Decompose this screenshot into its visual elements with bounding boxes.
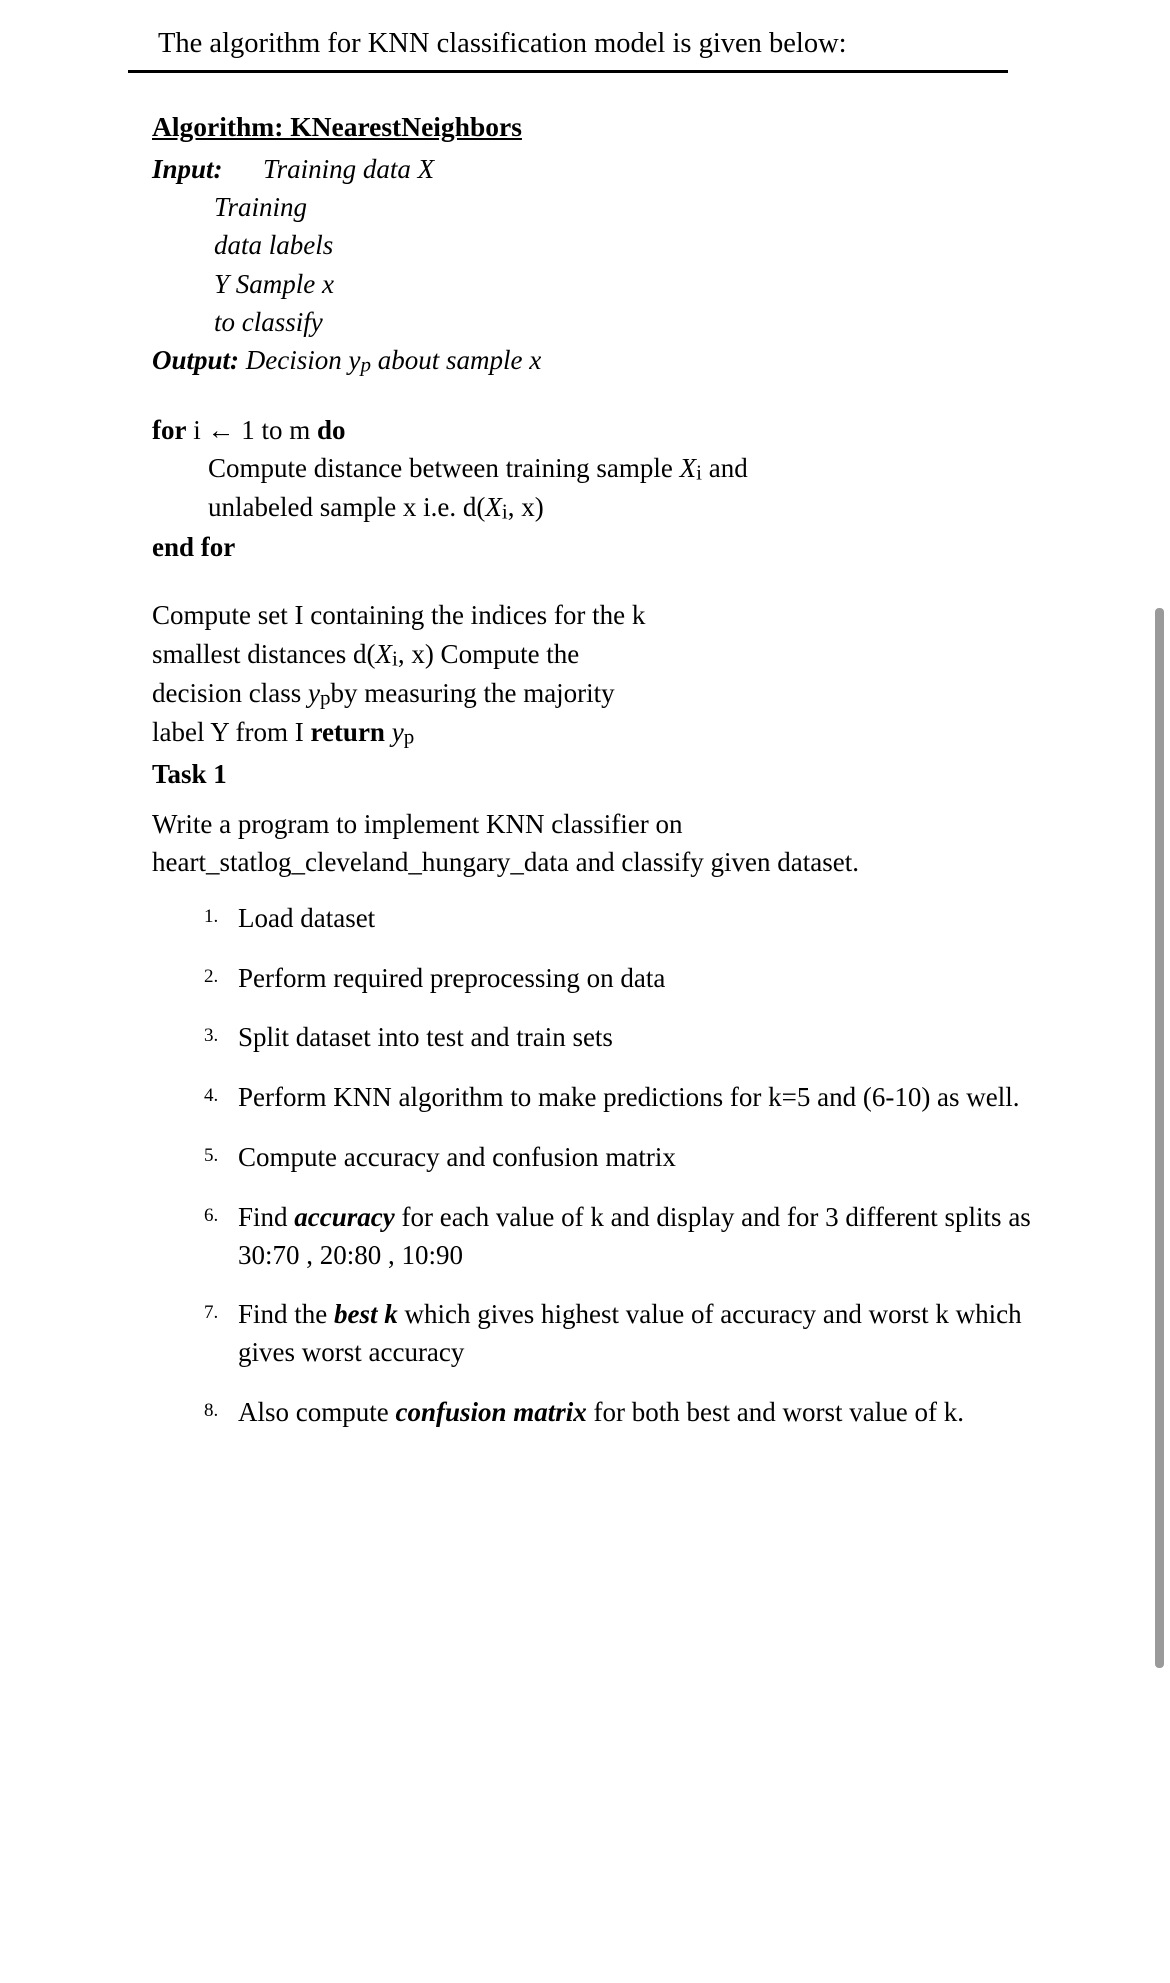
list-item bbox=[216, 1019, 1050, 1057]
for-body-line-1: Compute distance between training sample Xi and bbox=[208, 453, 748, 485]
task-list bbox=[152, 900, 1050, 1432]
list-item bbox=[216, 1296, 1050, 1372]
list-item bbox=[216, 960, 1050, 998]
spacer bbox=[152, 566, 1050, 596]
list-item bbox=[216, 1394, 1050, 1432]
list-item bbox=[216, 900, 1050, 938]
do-keyword: do bbox=[317, 414, 346, 445]
input-line-1: Training bbox=[214, 192, 308, 222]
input-line-2: data labels bbox=[214, 230, 334, 261]
task-title: Task 1 bbox=[152, 758, 227, 789]
list-item-text: Perform required preprocessing on data bbox=[238, 962, 666, 993]
conclusion-line-4: label Y from I return yp bbox=[152, 717, 415, 749]
header-text: The algorithm for KNN classification model is given below: bbox=[158, 28, 847, 59]
input-value: Training data X bbox=[263, 153, 435, 184]
conclusion-line-1: Compute set I containing the indices for the k bbox=[152, 600, 646, 631]
conclusion-line-3: decision class ypby measuring the majority bbox=[152, 677, 615, 710]
algorithm-output-row bbox=[152, 341, 1050, 380]
for-keyword: for bbox=[152, 414, 187, 445]
task-description: Write a program to implement KNN classifier on heart_statlog_cleveland_hungary_data and classify given dataset. bbox=[152, 809, 859, 878]
list-item-emphasis: confusion matrix bbox=[395, 1396, 587, 1427]
document-header bbox=[0, 0, 1170, 62]
list-item-text-post: for both best and worst value of k. bbox=[586, 1396, 964, 1427]
output-value: Decision yp about sample x bbox=[245, 345, 542, 377]
list-item-text-post: which gives highest value of accuracy and worst k which gives worst accuracy bbox=[238, 1299, 1022, 1368]
for-loop-header bbox=[152, 411, 1050, 449]
list-item-text-pre: Also compute bbox=[238, 1396, 396, 1427]
list-item bbox=[216, 1139, 1050, 1177]
conclusion-line-2: smallest distances d(Xi, x) Compute the bbox=[152, 638, 580, 671]
vertical-scrollbar[interactable] bbox=[1155, 608, 1164, 1668]
end-for-keyword: end for bbox=[152, 531, 236, 562]
list-item-emphasis: best k bbox=[334, 1299, 398, 1330]
spacer bbox=[152, 381, 1050, 411]
list-item-text-pre: Find the bbox=[238, 1299, 335, 1330]
list-item-text: Perform KNN algorithm to make predictions for k=5 and (6-10) as well. bbox=[238, 1082, 1020, 1113]
output-label: Output: bbox=[152, 345, 240, 376]
header-divider bbox=[128, 70, 1008, 73]
list-item-text-post: for each value of k and display and for 3 different splits as 30:70 , 20:80 , 10:90 bbox=[238, 1201, 1031, 1270]
list-item-text: Split dataset into test and train sets bbox=[238, 1022, 613, 1053]
list-item bbox=[216, 1079, 1050, 1117]
input-line-4: to classify bbox=[214, 306, 323, 337]
input-line-3: Y Sample x bbox=[214, 268, 334, 299]
list-item-text-pre: Find bbox=[238, 1201, 295, 1232]
input-label: Input: bbox=[152, 153, 223, 184]
list-item-text: Compute accuracy and confusion matrix bbox=[238, 1142, 676, 1172]
for-body-line-2: unlabeled sample x i.e. d(Xi, x) bbox=[208, 492, 544, 524]
document-body bbox=[0, 107, 1170, 1432]
list-item-emphasis: accuracy bbox=[294, 1201, 395, 1232]
list-item bbox=[216, 1199, 1050, 1275]
algorithm-title: Algorithm: KNearestNeighbors bbox=[152, 110, 522, 142]
algorithm-input-row bbox=[152, 150, 1050, 188]
for-range: i ← 1 to m bbox=[186, 414, 317, 445]
list-item-text: Load dataset bbox=[238, 902, 376, 933]
